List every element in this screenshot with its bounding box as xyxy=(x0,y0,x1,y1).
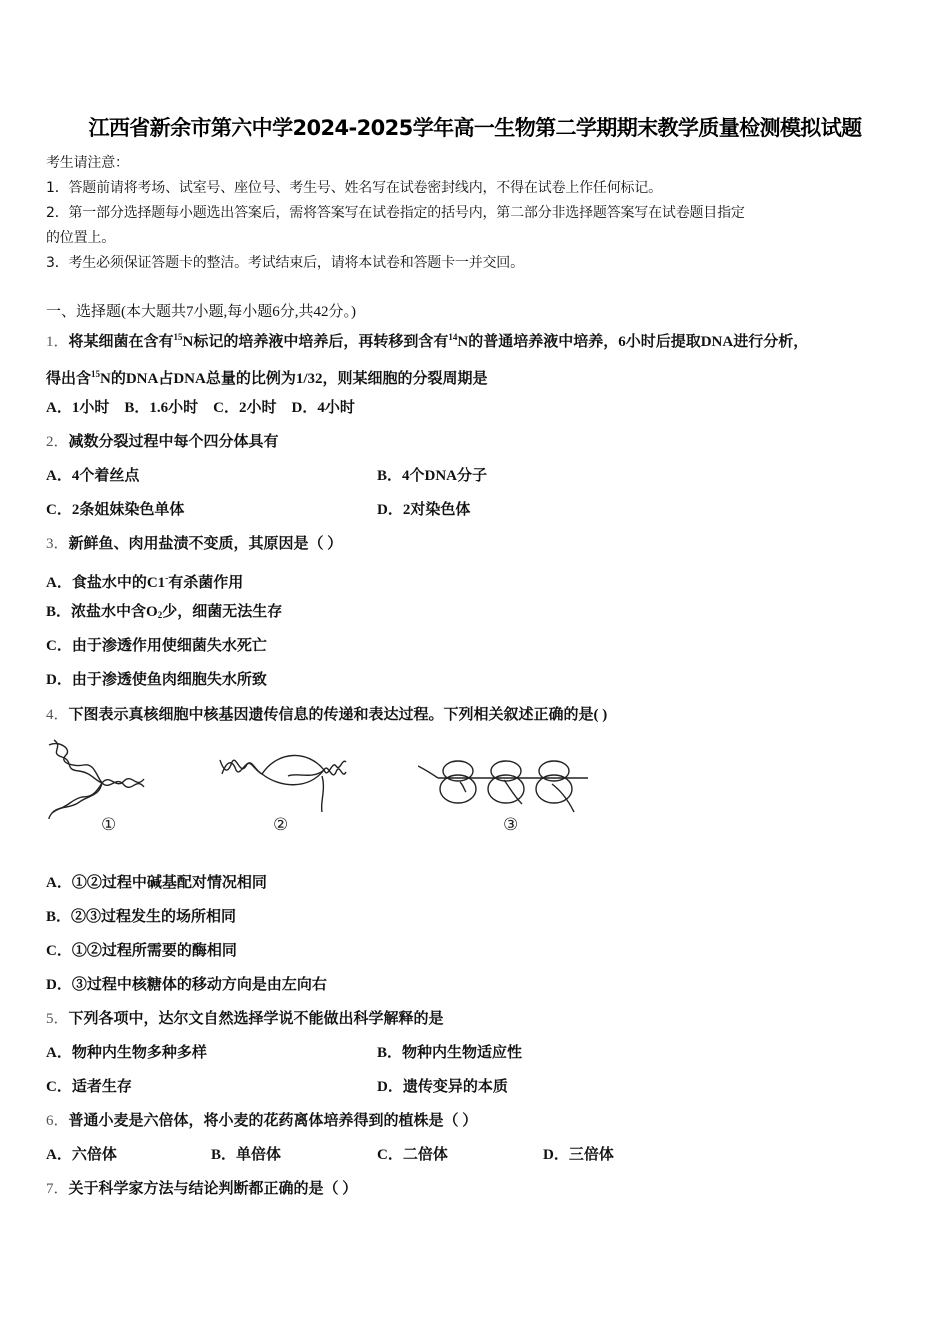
question-1-stem-cont: 得出含$^{15}$N的DNA占DNA总量的比例为1/32，则某细胞的分裂周期是 xyxy=(46,369,488,387)
question-3-stem: 3．新鲜鱼、肉用盐渍不变质，其原因是（ ） xyxy=(46,536,343,552)
question-3-option-d: D．由于渗透使鱼肉细胞失水所致 xyxy=(46,672,267,688)
option-d: D．4小时 xyxy=(291,400,355,416)
question-4-option-d: D．③过程中核糖体的移动方向是由左向右 xyxy=(46,977,327,993)
question-number: 1． xyxy=(46,334,69,350)
question-5-option-a: A．物种内生物多种多样 xyxy=(46,1045,207,1061)
notice-item-2-cont: 的位置上。 xyxy=(46,230,115,246)
question-3-option-c: C．由于渗透作用使细菌失水死亡 xyxy=(46,638,267,654)
question-3-option-b: B．浓盐水中含$O_2$少，细菌无法生存 xyxy=(46,604,283,620)
figure-label-1: ① xyxy=(101,815,117,835)
question-6-option-b: B．单倍体 xyxy=(211,1147,282,1163)
option-b: B．1.6小时 xyxy=(124,400,199,416)
question-2-option-c: C．2条姐妹染色单体 xyxy=(46,502,185,518)
question-4-option-c: C．①②过程所需要的酶相同 xyxy=(46,943,237,959)
question-3-option-a: A．食盐水中的C1-有杀菌作用 xyxy=(46,573,244,591)
question-2-option-a: A．4个着丝点 xyxy=(46,468,140,484)
notice-item-1: 1．答题前请将考场、试室号、座位号、考生号、姓名写在试卷密封线内，不得在试卷上作任何标记。 xyxy=(46,180,662,196)
question-5-option-d: D．遗传变异的本质 xyxy=(377,1079,508,1095)
figure-label-2: ② xyxy=(273,815,289,835)
question-1-options xyxy=(46,398,355,418)
question-7-stem: 7．关于科学家方法与结论判断都正确的是（ ） xyxy=(46,1181,358,1197)
question-2-option-d: D．2对染色体 xyxy=(377,502,471,518)
section-heading: 一、选择题(本大题共7小题,每小题6分,共42分。) xyxy=(46,304,356,320)
option-a: A．1小时 xyxy=(46,400,110,416)
question-6-stem: 6．普通小麦是六倍体，将小麦的花药离体培养得到的植株是（ ） xyxy=(46,1113,478,1129)
question-6-option-a: A．六倍体 xyxy=(46,1147,117,1163)
question-4-option-a: A．①②过程中碱基配对情况相同 xyxy=(46,875,267,891)
question-4-stem: 4．下图表示真核细胞中核基因遗传信息的传递和表达过程。下列相关叙述正确的是( ) xyxy=(46,707,608,723)
question-5-option-b: B．物种内生物适应性 xyxy=(377,1045,523,1061)
translation-polysome-figure xyxy=(418,760,590,820)
question-4-option-b: B．②③过程发生的场所相同 xyxy=(46,909,237,925)
figure-label-3: ③ xyxy=(503,815,519,835)
transcription-figure xyxy=(218,752,348,814)
question-2-option-b: B．4个DNA分子 xyxy=(377,468,488,484)
question-5-stem: 5．下列各项中，达尔文自然选择学说不能做出科学解释的是 xyxy=(46,1011,444,1027)
notice-item-3: 3．考生必须保证答题卡的整洁。考试结束后，请将本试卷和答题卡一并交回。 xyxy=(46,255,524,271)
page-title: 江西省新余市第六中学2024-2025学年高一生物第二学期期末教学质量检测模拟试题 xyxy=(88,116,862,140)
notice-heading: 考生请注意： xyxy=(46,155,129,171)
question-2-stem: 2．减数分裂过程中每个四分体具有 xyxy=(46,434,279,450)
option-c: C．2小时 xyxy=(213,400,277,416)
dna-replication-figure xyxy=(44,735,154,820)
question-6-option-c: C．二倍体 xyxy=(377,1147,448,1163)
question-5-option-c: C．适者生存 xyxy=(46,1079,132,1095)
question-1-stem: 1．将某细菌在含有$^{15}$N标记的培养液中培养后，再转移到含有$^{14}$N的普通培养液中培养，6小时后提取DNA进行分析， xyxy=(46,332,809,350)
question-6-option-d: D．三倍体 xyxy=(543,1147,614,1163)
notice-item-2: 2．第一部分选择题每小题选出答案后，需将答案写在试卷指定的括号内，第二部分非选择题答案写在试卷题目指定 xyxy=(46,205,745,221)
